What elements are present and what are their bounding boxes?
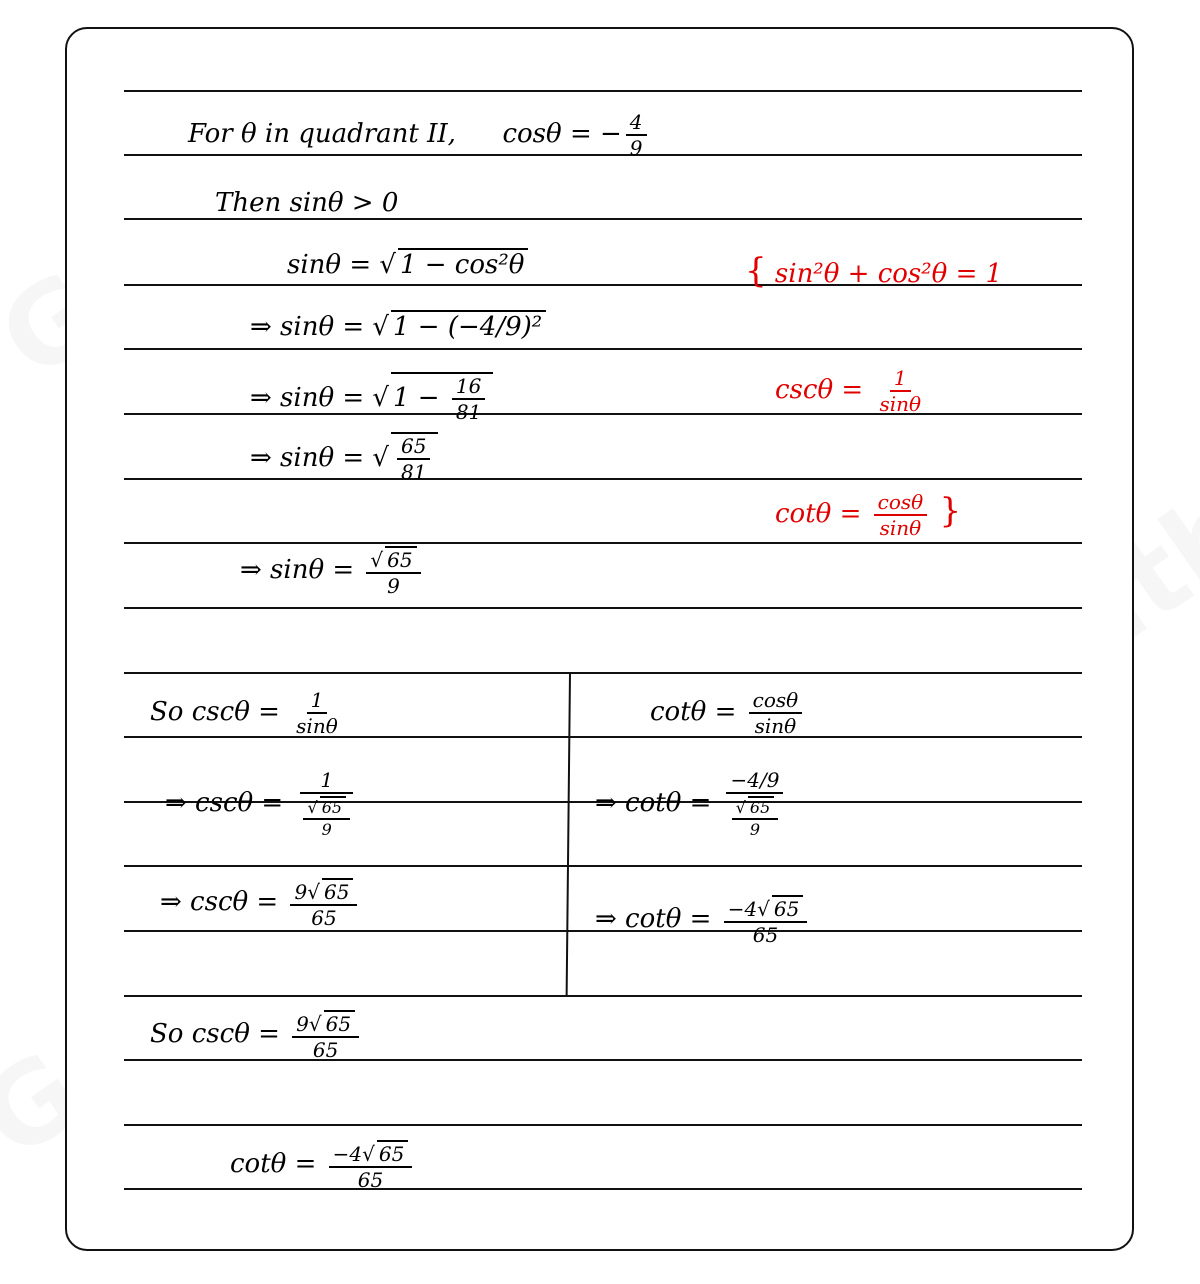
problem-statement	[188, 112, 651, 158]
cot-identity: cotθ = $\frac{\cos\theta}{\sin\theta}$ }	[775, 490, 962, 540]
answer-csc: So cscθ = $\frac{9 √ 65}{65}$	[150, 1010, 363, 1060]
step-3: ⇒ sinθ = √ 1 − $\frac{16}{81}$	[250, 372, 493, 422]
answer-cot: cotθ = $\frac{-4 √ 65}{65}$	[230, 1140, 416, 1190]
step-5: ⇒ sinθ = √ $\frac{65}{9}$	[240, 546, 425, 596]
cot-step-2: ⇒ cotθ = −4/9 √ $\frac{65}{9}$	[595, 770, 790, 838]
ruled-line	[124, 1124, 1082, 1126]
ruled-line	[124, 542, 1082, 544]
step-1: sinθ = √ 1 − cos²θ	[287, 248, 528, 278]
sign-condition: Then sinθ > 0	[215, 188, 399, 218]
given-fraction: $\frac{4}{9}$	[626, 112, 647, 158]
ruled-line	[124, 672, 1082, 674]
cot-step-3: ⇒ cotθ = $\frac{-4 √ 65}{65}$	[595, 895, 811, 945]
problem-intro: For θ in quadrant II,	[188, 119, 456, 149]
step-2: ⇒ sinθ = √ 1 − (−4/9)²	[250, 310, 546, 340]
ruled-line	[124, 607, 1082, 609]
given-lhs: cosθ = −	[502, 119, 622, 149]
csc-step-1: So cscθ = $\frac{1}{\sin\theta}$	[150, 688, 338, 738]
ruled-line	[124, 90, 1082, 92]
csc-identity: cscθ = $\frac{1}{\sin\theta}$	[775, 366, 922, 416]
ruled-line	[124, 218, 1082, 220]
csc-step-3: ⇒ cscθ = $\frac{9 √ 65}{65}$	[160, 878, 361, 928]
step-4: ⇒ sinθ = √ $\frac{65}{81}$	[250, 432, 438, 482]
csc-step-2: ⇒ cscθ = 1 √ $\frac{65}{9}$	[165, 770, 362, 838]
right-brace: }	[939, 491, 962, 531]
pythagorean-identity: { sin²θ + cos²θ = 1	[745, 251, 1003, 291]
ruled-line	[124, 348, 1082, 350]
ruled-line	[124, 865, 1082, 867]
ruled-line	[124, 995, 1082, 997]
cot-step-1: cotθ = $\frac{\cos\theta}{\sin\theta}$	[650, 690, 806, 736]
ruled-line	[124, 736, 1082, 738]
left-brace: {	[745, 251, 767, 291]
